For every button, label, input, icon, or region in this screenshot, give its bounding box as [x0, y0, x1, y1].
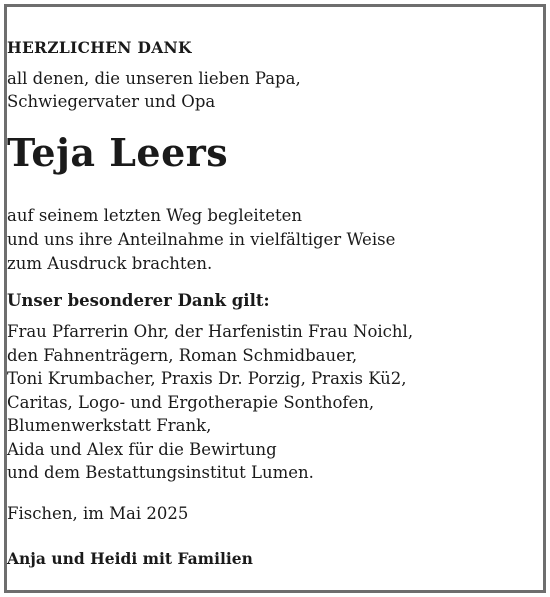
notice-frame	[4, 4, 546, 593]
body-line: und uns ihre Anteilnahme in vielfältiger Weise	[7, 230, 396, 249]
deceased-name: Teja Leers	[7, 130, 229, 175]
thanks-line: und dem Bestattungsinstitut Lumen.	[7, 463, 314, 482]
thanks-line: Blumenwerkstatt Frank,	[7, 416, 212, 435]
thanks-line: Frau Pfarrerin Ohr, der Harfenistin Frau Noichl,	[7, 322, 414, 341]
thanks-line: Caritas, Logo- und Ergotherapie Sonthofen,	[7, 392, 375, 412]
thanks-line: den Fahnenträgern, Roman Schmidbauer,	[7, 345, 358, 365]
intro-text	[7, 67, 543, 113]
thanks-line: Toni Krumbacher, Praxis Dr. Porzig, Praxis Kü2,	[7, 369, 407, 388]
place-date: Fischen, im Mai 2025	[7, 504, 189, 523]
thanks-list	[7, 320, 543, 485]
signature: Anja und Heidi mit Familien	[7, 549, 253, 568]
body-text	[7, 204, 543, 276]
notice-heading: HERZLICHEN DANK	[7, 38, 192, 57]
intro-line: Schwiegervater und Opa	[7, 92, 216, 111]
thanks-heading: Unser besonderer Dank gilt:	[7, 291, 270, 310]
intro-line: all denen, die unseren lieben Papa,	[7, 69, 301, 88]
thanks-line: Aida und Alex für die Bewirtung	[7, 439, 277, 459]
body-line: zum Ausdruck brachten.	[7, 254, 213, 273]
body-line: auf seinem letzten Weg begleiteten	[7, 206, 303, 225]
